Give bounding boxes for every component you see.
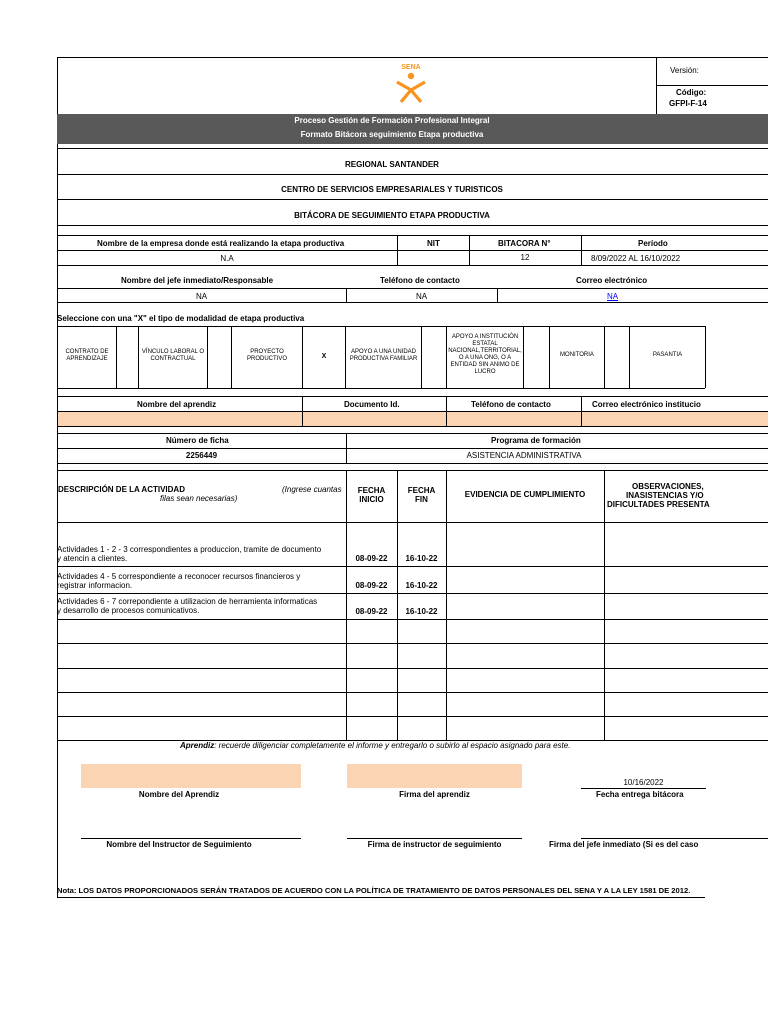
center-name: CENTRO DE SERVICIOS EMPRESARIALES Y TURISTICOS [281, 185, 503, 194]
document-title: BITÁCORA DE SEGUIMIENTO ETAPA PRODUCTIVA [294, 211, 490, 220]
bitacora-number-value: 12 [520, 253, 530, 262]
boss-phone-value: NA [415, 292, 428, 301]
instructor-name-label: Nombre del Instructor de Seguimiento [106, 840, 252, 849]
sena-figure-icon [393, 72, 429, 106]
apprentice-phone-field[interactable] [447, 412, 581, 426]
activity-row-1-end: 16-10-22 [405, 554, 438, 563]
activity-row-1-start: 08-09-22 [355, 554, 388, 563]
activity-row-2-line1: Actividades 4 - 5 correspondiente a reconocer recursos financieros y [57, 572, 301, 581]
activity-row-2-end: 16-10-22 [405, 581, 438, 590]
nit-label: NIT [427, 239, 440, 248]
apprentice-email-label: Correo electrónico institucio [592, 400, 701, 409]
apprentice-reminder-bold: Aprendiz [180, 741, 215, 750]
instructor-sign-label: Firma de instructor de seguimiento [367, 840, 502, 849]
code-label: Código: [676, 88, 707, 97]
activity-desc-label: DESCRIPCIÓN DE LA ACTIVIDAD [58, 485, 185, 494]
delivery-date-label: Fecha entrega bitácora [596, 790, 684, 799]
end-date-label-b: FIN [415, 495, 428, 504]
ficha-label: Número de ficha [166, 436, 229, 445]
observations-label-a: OBSERVACIONES, [632, 482, 704, 491]
regional-name: REGIONAL SANTANDER [345, 160, 439, 169]
version-label: Versión: [670, 66, 699, 75]
activity-row-1-line1: Actividades 1 - 2 - 3 correspondientes a produccion, tramite de documento [57, 545, 322, 554]
sena-logo [393, 64, 429, 106]
apprentice-name-label: Nombre del aprendiz [137, 400, 217, 409]
ficha-value: 2256449 [185, 451, 218, 460]
modality-option-productive-project: PROYECTO PRODUCTIVO [246, 349, 287, 362]
apprentice-doc-field[interactable] [303, 412, 446, 426]
activity-row-3-line1: Actividades 6 - 7 correpondiente a utilizacion de herramienta informaticas [57, 597, 318, 606]
apprentice-reminder [180, 741, 570, 751]
activity-desc-hint-b: filas sean necesarias) [160, 494, 238, 503]
apprentice-sign-label: Firma del aprendiz [399, 790, 470, 799]
activity-row-3-start: 08-09-22 [355, 607, 388, 616]
modality-option-employment: VÍNCULO LABORAL O CONTRACTUAL [141, 349, 205, 362]
boss-name-value: NA [195, 292, 208, 301]
program-label: Programa de formación [491, 436, 581, 445]
evidence-label: EVIDENCIA DE CUMPLIMIENTO [464, 490, 586, 499]
activity-row-3-end: 16-10-22 [405, 607, 438, 616]
process-title: Proceso Gestión de Formación Profesional Integral [294, 116, 490, 125]
apprentice-reminder-text: : recuerde diligenciar completamente el informe y entregarlo o subirlo al espacio asignado para este. [214, 741, 571, 750]
program-value: ASISTENCIA ADMINISTRATIVA [466, 451, 582, 460]
apprentice-email-field[interactable] [582, 412, 768, 426]
apprentice-signature-field[interactable] [347, 764, 522, 788]
format-title: Formato Bitácora seguimiento Etapa productiva [300, 130, 484, 139]
period-label: Período [638, 239, 668, 248]
boss-sign-label: Firma del jefe inmediato (Si es del caso [549, 840, 699, 849]
modality-option-pasantia: PASANTIA [652, 352, 683, 358]
delivery-date-value: 10/16/2022 [623, 778, 664, 787]
activity-row-1-line2: y atencin a clientes. [57, 554, 128, 563]
apprentice-name-sig-label: Nombre del Aprendiz [138, 790, 220, 799]
sena-logo-text: SENA [401, 64, 421, 71]
apprentice-name-field[interactable] [58, 412, 302, 426]
observations-label-c: DIFICULTADES PRESENTA [607, 500, 710, 509]
company-name-value: N.A [220, 254, 234, 263]
code-value: GFPI-F-14 [669, 99, 707, 108]
boss-phone-label: Teléfono de contacto [380, 276, 460, 285]
legal-note: Nota: LOS DATOS PROPORCIONADOS SERÁN TRATADOS DE ACUERDO CON LA POLÍTICA DE TRATAMIENTO DE DATOS PERSONALES DEL SENA Y A LA LEY 1581 DE 2012. [57, 886, 691, 895]
observations-label-b: INASISTENCIAS Y/O [626, 491, 704, 500]
activity-row-2-start: 08-09-22 [355, 581, 388, 590]
period-value: 8/09/2022 AL 16/10/2022 [591, 254, 681, 263]
start-date-label-a: FECHA [357, 486, 386, 495]
activity-row-3-line2: y desarrollo de procesos comunicativos. [57, 606, 200, 615]
company-name-label: Nombre de la empresa donde está realizando la etapa productiva [97, 239, 345, 248]
modality-instruction: Seleccione con una "X" el tipo de modalidad de etapa productiva [57, 314, 305, 323]
boss-name-label: Nombre del jefe inmediato/Responsable [121, 276, 274, 285]
modality-option-institution: APOYO A INSTITUCIÓN ESTATAL NACIONAL,TERRITORIAL, O A UNA ONG, O A ENTIDAD SIN ANIMO DE LUCRO [448, 334, 522, 375]
activity-desc-hint-a: (Ingrese cuantas [282, 485, 342, 494]
modality-mark-productive-project[interactable]: X [321, 353, 327, 360]
start-date-label-b: INICIO [359, 495, 384, 504]
apprentice-phone-label: Teléfono de contacto [471, 400, 551, 409]
bitacora-number-label: BITACORA N° [498, 239, 551, 248]
boss-email-label: Correo electrónico [576, 276, 648, 285]
apprentice-name-signature-field[interactable] [81, 764, 301, 788]
modality-option-apprenticeship: CONTRATO DE APRENDIZAJE [65, 349, 109, 362]
end-date-label-a: FECHA [407, 486, 436, 495]
modality-option-family-unit: APOYO A UNA UNIDAD PRODUCTIVA FAMILIAR [349, 349, 418, 362]
modality-option-monitoria: MONITORIA [560, 352, 594, 358]
boss-email-link[interactable]: NA [607, 292, 619, 301]
apprentice-doc-label: Documento Id. [344, 400, 400, 409]
process-title-bar [57, 114, 768, 144]
activity-row-2-line2: registrar informacion. [57, 581, 133, 590]
